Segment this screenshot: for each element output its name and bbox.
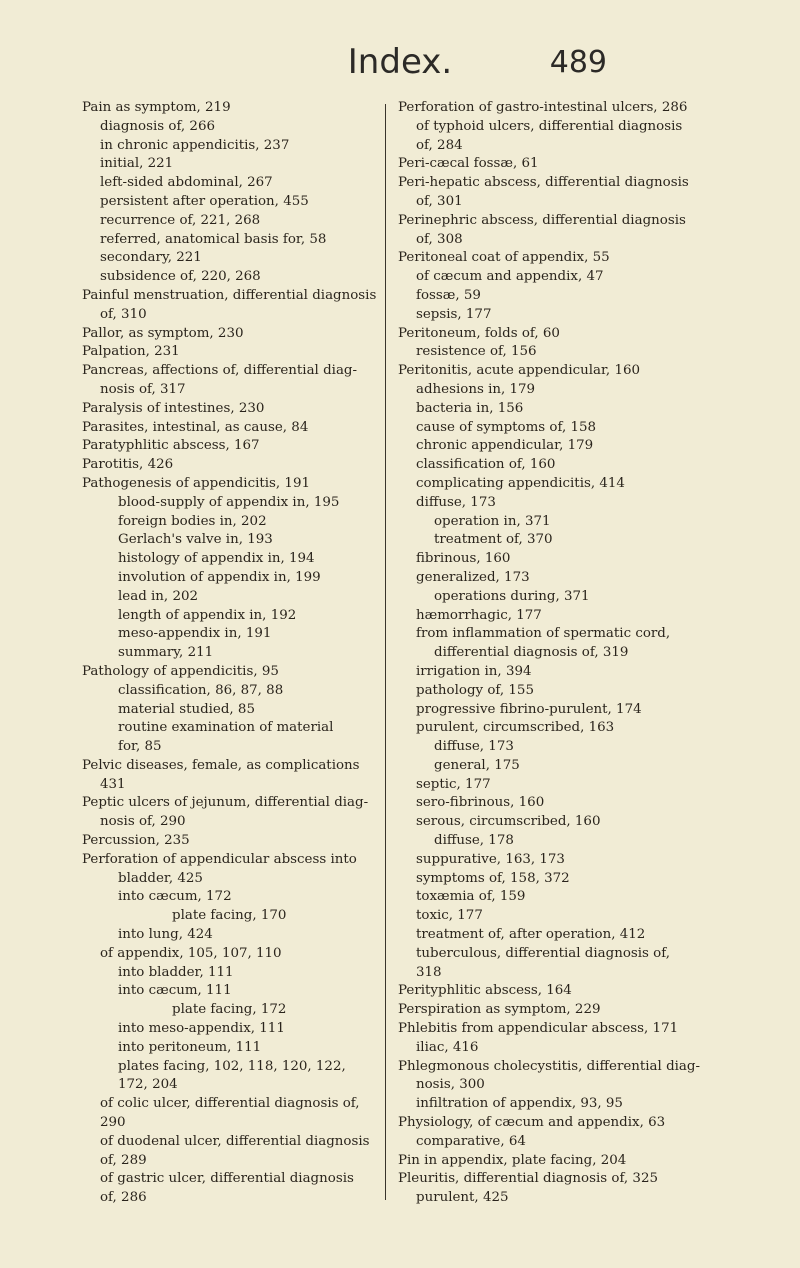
index-subentry: operations during, 371 — [434, 588, 590, 604]
index-subentry: diffuse, 173 — [434, 739, 514, 755]
index-entry: Pathogenesis of appendicitis, 191 — [82, 475, 310, 491]
index-entry: Pancreas, affections of, differential diag- — [82, 363, 358, 379]
index-subentry: tuberculous, differential diagnosis of, — [416, 945, 670, 961]
index-column-right — [398, 99, 708, 1208]
index-subentry: of appendix, 105, 107, 110 — [100, 945, 282, 961]
index-entry: Paralysis of intestines, 230 — [82, 400, 265, 416]
index-entry: Perspiration as symptom, 229 — [398, 1002, 601, 1018]
index-subentry: bacteria in, 156 — [416, 400, 524, 416]
index-subentry: infiltration of appendix, 93, 95 — [416, 1096, 623, 1112]
index-entry: Pelvic diseases, female, as complications — [82, 757, 360, 773]
index-subentry: fibrinous, 160 — [416, 551, 511, 567]
index-subentry: of cæcum and appendix, 47 — [416, 269, 604, 285]
index-subentry: resistence of, 156 — [416, 344, 537, 360]
index-subentry: bladder, 425 — [118, 870, 203, 886]
index-subentry: cause of symptoms of, 158 — [416, 419, 597, 435]
index-subentry: lead in, 202 — [118, 588, 198, 604]
index-subentry: of colic ulcer, differential diagnosis of, — [100, 1096, 360, 1112]
index-column-left — [82, 99, 382, 1208]
index-entry: Perforation of appendicular abscess into — [82, 851, 357, 867]
column-divider — [385, 104, 386, 1200]
index-subentry: of, 284 — [416, 137, 463, 153]
index-subentry: septic, 177 — [416, 776, 491, 792]
index-entry: Peri-cæcal fossæ, 61 — [398, 156, 539, 172]
index-subentry: blood-supply of appendix in, 195 — [118, 494, 340, 510]
index-subentry: nosis, 300 — [416, 1077, 485, 1093]
index-entry: Parotitis, 426 — [82, 457, 174, 473]
page-header — [0, 42, 800, 92]
index-entry: Palpation, 231 — [82, 344, 180, 360]
index-entry: Peritoneum, folds of, 60 — [398, 325, 560, 341]
index-subentry: generalized, 173 — [416, 569, 530, 585]
index-subentry: 318 — [416, 964, 442, 980]
index-entry: Perityphlitic abscess, 164 — [398, 983, 572, 999]
index-subentry: diffuse, 173 — [416, 494, 496, 510]
index-subentry: into lung, 424 — [118, 927, 213, 943]
index-subentry: toxic, 177 — [416, 908, 483, 924]
index-subentry: histology of appendix in, 194 — [118, 551, 315, 567]
index-subentry: of typhoid ulcers, differential diagnosis — [416, 118, 683, 134]
index-subentry: of, 301 — [416, 193, 463, 209]
index-entry: Pin in appendix, plate facing, 204 — [398, 1152, 627, 1168]
index-subentry: foreign bodies in, 202 — [118, 513, 267, 529]
index-subentry: complicating appendicitis, 414 — [416, 475, 625, 491]
index-subentry: diffuse, 178 — [434, 833, 514, 849]
index-entry: Phlebitis from appendicular abscess, 171 — [398, 1021, 679, 1037]
index-subentry: sepsis, 177 — [416, 306, 492, 322]
index-subentry: 290 — [100, 1115, 126, 1131]
index-entry: Phlegmonous cholecystitis, differential diag- — [398, 1058, 701, 1074]
index-subentry: sero-fibrinous, 160 — [416, 795, 545, 811]
index-subentry: adhesions in, 179 — [416, 381, 536, 397]
index-subentry: chronic appendicular, 179 — [416, 438, 594, 454]
index-subentry: purulent, 425 — [416, 1190, 509, 1206]
index-subentry: Gerlach's valve in, 193 — [118, 532, 273, 548]
index-subentry: comparative, 64 — [416, 1133, 526, 1149]
index-subentry: classification of, 160 — [416, 457, 556, 473]
page-number: 489 — [549, 45, 607, 80]
index-subentry: differential diagnosis of, 319 — [434, 645, 629, 661]
index-subentry: suppurative, 163, 173 — [416, 851, 565, 867]
index-subentry: operation in, 371 — [434, 513, 551, 529]
index-subentry: into peritoneum, 111 — [118, 1039, 262, 1055]
index-entry: Painful menstruation, differential diagnosis — [82, 287, 377, 303]
index-entry: Paratyphlitic abscess, 167 — [82, 438, 260, 454]
index-entry: Pleuritis, differential diagnosis of, 325 — [398, 1171, 658, 1187]
index-subentry: persistent after operation, 455 — [100, 193, 309, 209]
index-subentry: nosis of, 317 — [100, 381, 186, 397]
index-subentry: treatment of, 370 — [434, 532, 553, 548]
index-subentry: for, 85 — [118, 739, 162, 755]
index-entry: Physiology, of cæcum and appendix, 63 — [398, 1115, 666, 1131]
index-subentry: into meso-appendix, 111 — [118, 1021, 285, 1037]
index-subentry: subsidence of, 220, 268 — [100, 269, 261, 285]
index-subentry: irrigation in, 394 — [416, 663, 532, 679]
index-entry: Peptic ulcers of jejunum, differential diag- — [82, 795, 369, 811]
index-subentry: referred, anatomical basis for, 58 — [100, 231, 327, 247]
index-entry: Peritoneal coat of appendix, 55 — [398, 250, 610, 266]
index-entry: Peritonitis, acute appendicular, 160 — [398, 363, 641, 379]
index-subentry: of, 289 — [100, 1152, 147, 1168]
index-subentry: plates facing, 102, 118, 120, 122, — [118, 1058, 346, 1074]
page-title: Index. — [347, 42, 453, 82]
index-subentry: plate facing, 170 — [172, 908, 287, 924]
index-subentry: length of appendix in, 192 — [118, 607, 297, 623]
index-subentry: routine examination of material — [118, 720, 334, 736]
index-entry: Perinephric abscess, differential diagnosis — [398, 212, 686, 228]
index-entry: Pain as symptom, 219 — [82, 100, 231, 115]
index-subentry: pathology of, 155 — [416, 682, 534, 698]
index-subentry: fossæ, 59 — [416, 287, 481, 303]
index-entry: Perforation of gastro-intestinal ulcers, 286 — [398, 100, 688, 115]
index-subentry: serous, circumscribed, 160 — [416, 814, 601, 830]
index-subentry: 172, 204 — [118, 1077, 178, 1093]
index-subentry: nosis of, 290 — [100, 814, 186, 830]
index-subentry: hæmorrhagic, 177 — [416, 607, 542, 623]
index-subentry: treatment of, after operation, 412 — [416, 927, 646, 943]
index-subentry: secondary, 221 — [100, 250, 202, 266]
index-subentry: purulent, circumscribed, 163 — [416, 720, 615, 736]
index-subentry: of gastric ulcer, differential diagnosis — [100, 1171, 354, 1187]
index-subentry: from inflammation of spermatic cord, — [416, 626, 671, 642]
index-subentry: into cæcum, 111 — [118, 983, 232, 999]
index-subentry: classification, 86, 87, 88 — [118, 682, 284, 698]
index-entry: Parasites, intestinal, as cause, 84 — [82, 419, 309, 435]
index-entry: Peri-hepatic abscess, differential diagnosis — [398, 175, 689, 191]
index-subentry: iliac, 416 — [416, 1039, 479, 1055]
index-subentry: 431 — [100, 776, 126, 792]
index-subentry: diagnosis of, 266 — [100, 118, 215, 134]
index-subentry: recurrence of, 221, 268 — [100, 212, 261, 228]
index-subentry: of duodenal ulcer, differential diagnosis — [100, 1133, 370, 1149]
index-subentry: of, 286 — [100, 1190, 147, 1206]
index-subentry: left-sided abdominal, 267 — [100, 175, 273, 191]
index-subentry: symptoms of, 158, 372 — [416, 870, 570, 886]
index-entry: Pathology of appendicitis, 95 — [82, 663, 279, 679]
index-subentry: of, 310 — [100, 306, 147, 322]
index-subentry: meso-appendix in, 191 — [118, 626, 272, 642]
index-entry: Pallor, as symptom, 230 — [82, 325, 244, 341]
index-subentry: of, 308 — [416, 231, 463, 247]
index-subentry: toxæmia of, 159 — [416, 889, 526, 905]
index-subentry: material studied, 85 — [118, 701, 255, 717]
index-subentry: progressive fibrino-purulent, 174 — [416, 701, 642, 717]
index-subentry: summary, 211 — [118, 645, 214, 661]
index-entry: Percussion, 235 — [82, 833, 190, 849]
index-subentry: involution of appendix in, 199 — [118, 569, 321, 585]
index-subentry: in chronic appendicitis, 237 — [100, 137, 290, 153]
index-subentry: general, 175 — [434, 757, 520, 773]
index-subentry: into bladder, 111 — [118, 964, 234, 980]
index-subentry: initial, 221 — [100, 156, 174, 172]
index-subentry: plate facing, 172 — [172, 1002, 287, 1018]
index-subentry: into cæcum, 172 — [118, 889, 232, 905]
